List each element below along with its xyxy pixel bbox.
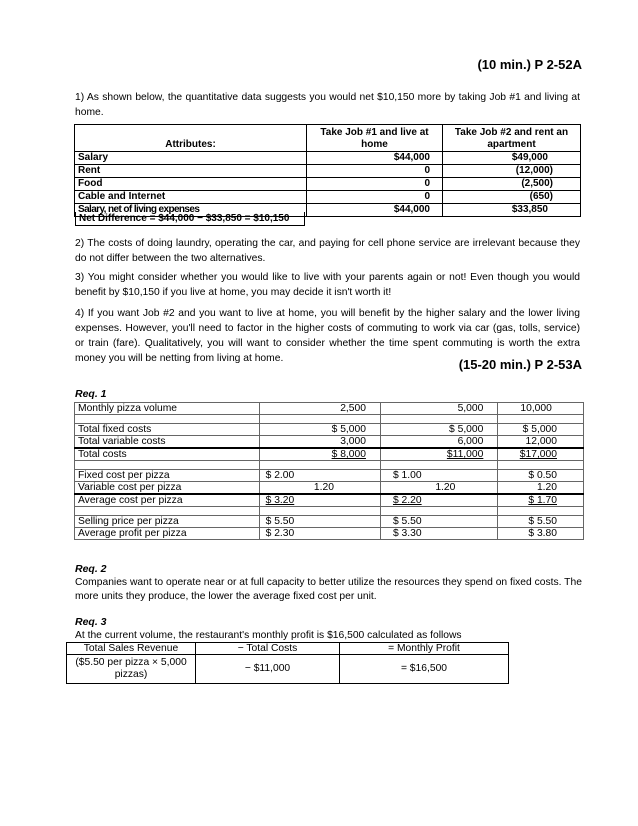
col2-value: 6,000: [380, 436, 497, 449]
answer-3-text: 3) You might consider whether you would like to live with your parents again or not! Even though you would benefit by $10,150 if you live at home, you may decide it isn't worth it!: [75, 272, 580, 298]
monthly-profit-value: = $16,500: [340, 655, 509, 684]
col3-value: 1.20: [498, 482, 584, 495]
req1-label: Req. 1: [75, 388, 107, 400]
table-row: [75, 424, 584, 436]
header-attributes: Attributes:: [75, 125, 307, 152]
row-label: Cable and Internet: [75, 191, 307, 204]
row-job2-value: $49,000: [443, 152, 581, 165]
sales-revenue-value: ($5.50 per pizza × 5,000 pizzas): [67, 655, 196, 684]
spacer-row: [75, 507, 584, 516]
col2-value: 5,000: [380, 403, 497, 415]
header-monthly-profit: = Monthly Profit: [340, 643, 509, 655]
col3-value: $17,000: [519, 449, 557, 460]
col1-value: $ 8,000: [331, 449, 366, 460]
problem-heading-p2-53a: (15-20 min.) P 2-53A: [458, 357, 582, 372]
table-row: [75, 470, 584, 482]
table-row: [75, 448, 584, 461]
spacer-row: [75, 415, 584, 424]
row-label: Salary: [75, 152, 307, 165]
table-row: [75, 516, 584, 528]
row-label: Rent: [75, 165, 307, 178]
col1-value: $ 5.50: [259, 516, 380, 528]
col1-value: 1.20: [259, 482, 380, 495]
table-row: [75, 436, 584, 449]
table-row: [67, 655, 509, 684]
row-label: Fixed cost per pizza: [75, 470, 260, 482]
row-label: Total costs: [75, 448, 260, 461]
header-job2: Take Job #2 and rent an apartment: [443, 125, 581, 152]
pizza-cost-table: [74, 402, 584, 540]
col3-value: $ 1.70: [528, 495, 557, 506]
table-header-row: [75, 125, 581, 152]
req3-label: Req. 3: [75, 616, 107, 628]
col3-value: $ 5.50: [498, 516, 584, 528]
col2-value: $11,000: [446, 449, 484, 460]
col3-value: $ 3.80: [498, 528, 584, 540]
answer-1-text: 1) As shown below, the quantitative data suggests you would net $10,150 more by taking Job #1 and living at home.: [75, 92, 580, 118]
row-label: Variable cost per pizza: [75, 482, 260, 495]
total-costs-value: − $11,000: [196, 655, 340, 684]
table-row: [75, 152, 581, 165]
col2-value: 1.20: [380, 482, 497, 495]
row-label: Average cost per pizza: [75, 494, 260, 507]
row-job2-value: (2,500): [443, 178, 581, 191]
row-job1-value: 0: [307, 178, 443, 191]
row-label: Average profit per pizza: [75, 528, 260, 540]
col3-value: $ 0.50: [498, 470, 584, 482]
col2-value: $ 2.20: [392, 495, 422, 506]
row-label: Salary, net of living expenses: [75, 204, 307, 217]
row-label: Total fixed costs: [75, 424, 260, 436]
row-job2-value: $33,850: [443, 204, 581, 217]
row-label: Selling price per pizza: [75, 516, 260, 528]
row-job1-value: $44,000: [307, 204, 443, 217]
table-row: [75, 178, 581, 191]
table-row: [75, 403, 584, 415]
row-job1-value: $44,000: [307, 152, 443, 165]
header-job1: Take Job #1 and live at home: [307, 125, 443, 152]
row-label: Total variable costs: [75, 436, 260, 449]
col1-value: $ 2.00: [259, 470, 380, 482]
col2-value: $ 1.00: [380, 470, 497, 482]
net-difference: Net Difference = $44,000 − $33,850 = $10,150: [75, 212, 305, 226]
col2-value: $ 5,000: [380, 424, 497, 436]
table-row: [75, 165, 581, 178]
row-job2-value: (12,000): [443, 165, 581, 178]
problem-heading-p2-52a: (10 min.) P 2-52A: [477, 57, 582, 72]
row-job1-value: 0: [307, 191, 443, 204]
attributes-comparison-table: [74, 124, 581, 217]
header-total-costs: − Total Costs: [196, 643, 340, 655]
col2-value: $ 3.30: [380, 528, 497, 540]
spacer-row: [75, 461, 584, 470]
table-row: [75, 191, 581, 204]
req3-text: At the current volume, the restaurant's monthly profit is $16,500 calculated as follows: [75, 630, 462, 641]
row-job2-value: (650): [443, 191, 581, 204]
monthly-profit-table: [66, 642, 509, 684]
row-label: Food: [75, 178, 307, 191]
col3-value: 12,000: [498, 436, 584, 449]
answer-2-text: 2) The costs of doing laundry, operating the car, and paying for cell phone service are irrelevant because they do not differ between the two alternatives.: [75, 238, 580, 264]
table-row: [75, 528, 584, 540]
table-row: [75, 482, 584, 495]
col1-value: $ 3.20: [265, 495, 295, 506]
row-job1-value: 0: [307, 165, 443, 178]
col2-value: $ 5.50: [380, 516, 497, 528]
req2-label: Req. 2: [75, 563, 107, 575]
table-header-row: [67, 643, 509, 655]
col1-value: 3,000: [259, 436, 380, 449]
col3-value: 10,000: [498, 403, 584, 415]
header-sales-revenue: Total Sales Revenue: [67, 643, 196, 655]
col3-value: $ 5,000: [498, 424, 584, 436]
req2-text: Companies want to operate near or at full capacity to better utilize the resources they spend on fixed costs. The more units they produce, the lower the average fixed cost per unit.: [75, 577, 582, 602]
answer-4-text: 4) If you want Job #2 and you want to live at home, you will benefit by the higher salary and the lower living expenses. However, you'll need to factor in the higher costs of commuting to work via car (gas, tolls, service) or train (fare). Qualitatively, you will want to consider whether the time spent commuting is worth the extra money you will be netting from living at home.: [75, 308, 580, 364]
col1-value: $ 2.30: [259, 528, 380, 540]
row-label: Monthly pizza volume: [75, 403, 260, 415]
col1-value: $ 5,000: [259, 424, 380, 436]
col1-value: 2,500: [259, 403, 380, 415]
table-row: [75, 494, 584, 507]
